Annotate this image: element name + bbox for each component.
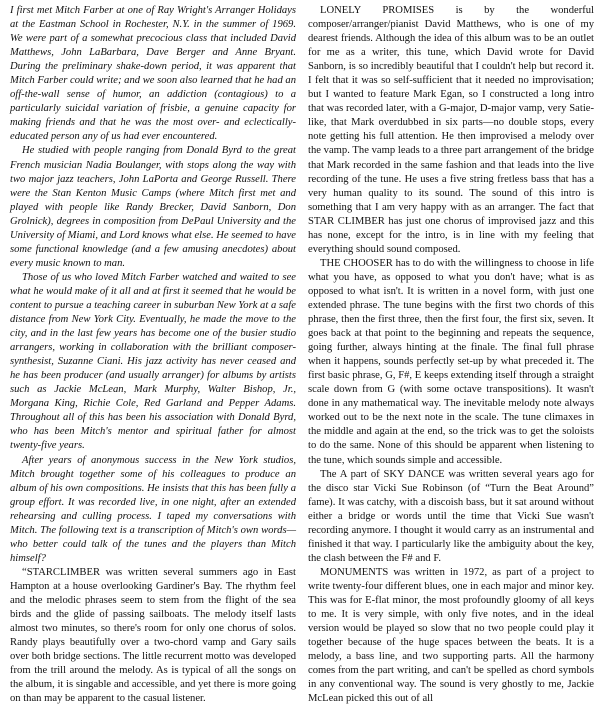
album-paragraph: After years of anonymous success in the New York studios, Mitch brought together some of his colleagues to produce an album of his own compositions. He insists that this has been fully a group effort. It was recorded live, in one night, after an extended rehearsing and culling process. I taped my conversations with Mitch. The following text is a transcription of Mitch's own words—who better could talk of the tunes and the players than Mitch himself? [10, 454, 296, 564]
starclimber-paragraph: “STARCLIMBER was written several summers ago in East Hampton at a house overlooking Gardiner's Bay. The rhythm feel and the melodic phrases seem to stem from the flight of the sea birds and the glide of passing sailboats. The melody itself lasts almost two minutes, so there's room for only one chorus of solos. Randy plays beautifully over a two-chord vamp and Gary sails over both bridge sections. The little recurrent motto was developed from the trill around the melody. As is typical of all the songs on the album, it is singable and accessible, and yet there is more going on than may be apparent to the casual listener. [10, 566, 296, 705]
left-column [10, 4, 297, 705]
sky-dance-paragraph: The A part of SKY DANCE was written several years ago for the disco star Vicki Sue Robinson (of “Turn the Beat Around” fame). It was catchy, with a discoish bass, but it sat around without either a bridge or words until the time that Vicki Sue wasn't recording anymore. I thought it would carry as an instrumental and finished it that way. I particularly like the ambiguity about the key, the clash between the F# and F. [308, 468, 594, 564]
career-paragraph: Those of us who loved Mitch Farber watched and waited to see what he would make of it all and at first it seemed that he would be content to pursue a teaching career in suburban New York at a safe distance from New York City. Eventually, he made the move to the city, and in the last few years has become one of the busier studio arrangers, working in collaboration with the brilliant composer-synthesist, Suzanne Ciani. His jazz activity has never ceased and he has been producer (and usually arranger) for albums by artists such as Jackie McLean, Mark Murphy, Walter Bishop, Jr., Morgana King, Richie Cole, Red Garland and Pepper Adams. Throughout all of this has been his association with Donald Byrd, who has been Mitch's mentor and spiritual father for almost twenty-five years. [10, 271, 296, 452]
right-column [308, 4, 594, 705]
monuments-paragraph: MONUMENTS was written in 1972, as part of a project to write twenty-four different blues, one in each major and minor key. This was for E-flat minor, the most profoundly gloomy of all keys to me. It is very simple, with only five notes, and in the ideal version would be played so slow that no two people could play it together because of the huge spaces between the beats. It is a melody, a bass line, and two supporting parts. All the harmony comes from the part writing, and can't be spelled as chord symbols in any conventional way. The sound is very ghostly to me, Jackie McLean picked this out of all [308, 566, 594, 705]
intro-paragraph: I first met Mitch Farber at one of Ray Wright's Arranger Holidays at the Eastman School in Rochester, N.Y. in the summer of 1969. We were part of a somewhat precocious class that included David Matthews, John LaBarbara, Dave Berger and Anne Bryant. During the preliminary shake-down period, it was apparent that Mitch Farber could write; and we soon also learned that he had an off-the-wall sense of humor, an addiction (contagious) to a particularly suicidal variation of frisbie, a genuine capacity for making friends and that he was the most over- and eclectically-educated person any of us had ever encountered. [10, 5, 297, 143]
biography-paragraph: He studied with people ranging from Donald Byrd to the great French musician Nadia Boulanger, with stops along the way with two major jazz teachers, John LaPorta and George Russell. There were the Stan Kenton Music Camps (where Mitch first met and played with people like Randy Brecker, David Sanborn, Don Grolnick), degrees in composition from DePaul University and the University of Miami, and Lord knows what else. He seemed to have some functional knowledge (and a few amusing anecdotes) about every music known to man. [10, 145, 296, 269]
the-chooser-paragraph: THE CHOOSER has to do with the willingness to choose in life what you have, as opposed to what you don't have; what is as opposed to what isn't. It is written in a novel form, with just one extended phrase. The tune begins with the first two chords of this phrase, then the first three, then the first four, the first six, seven. It goes back at that point to the beginning and repeats the sequence, going further, always hinting at the finale. The final full phrase when it happens, sounds perfectly set-up by what preceded it. The first basic phrase, G, F#, E keeps extending itself through a straight scale down from G (with some octave transpositions). It wasn't done in any mathematical way. The inevitable melody note always worked out to be the next note in the scale. The tune climaxes in the middle and again at the end, so the trick was to get the soloists to do the same. None of this should be apparent when listening to the tune, which sounds simple and accessible. [308, 257, 594, 466]
lonely-promises-paragraph: LONELY PROMISES is by the wonderful composer/arranger/pianist David Matthews, who is one of my dearest friends. Although the idea of this album was to be an outlet for me as a writer, this tune, which David wrote for David Sanborn, is so incredibly beautiful that I couldn't help but record it. I felt that it was so self-sufficient that it needed no improvisation; but I wanted to feature Mark Egan, so I constructed a long intro that was recorded later, with a G-major, D-major vamp, very Satie-like, that Mark overdubbed in six parts—no double stops, every note getting his full attention. He then improvised a melody over the vamp. The vamp leads to a three part arrangement of the bridge that Mark recorded in the same fashion and that leads into the live recording of the tune. He uses a five string fretless bass that has a very human quality to its sound. The sound of this intro is something that I am very happy with as an arranger. The fact that STAR CLIMBER has just one chorus of improvised jazz and this has none, except for the intro, is in line with my feeling that everything should sound composed. [308, 5, 594, 255]
